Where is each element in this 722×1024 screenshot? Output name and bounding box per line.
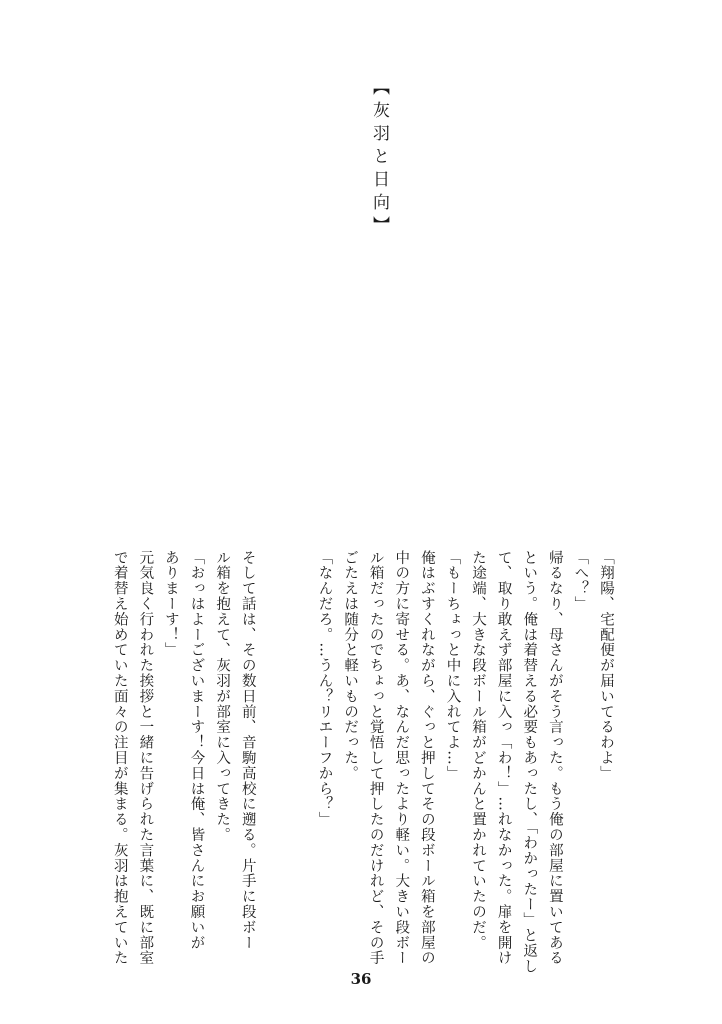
- page-number: 36: [350, 970, 372, 988]
- text-line: ル箱だったのでちょっと覚悟して押したのだけれど、その手: [367, 550, 384, 966]
- text-line: 「なんだろ。…うん？リエーフから？」: [316, 550, 333, 828]
- text-line: 元気良く行われた挨拶と一緒に告げられた言葉に、既に部室: [137, 550, 154, 966]
- blank-line: [260, 550, 286, 940]
- text-line: という。俺は着替える必要もあったし、「わかったー」と返し: [521, 550, 538, 974]
- text-line: で着替え始めていた面々の注目が集まる。灰羽は抱えていた: [111, 550, 128, 966]
- text-line: そして話は、その数日前、音駒高校に遡る。片手に段ボー: [239, 550, 256, 951]
- text-line: 「へ？」: [572, 550, 589, 612]
- text-line: 俺はぶすくれながら、ぐっと押してその段ボール箱を部屋の: [418, 550, 435, 966]
- text-line: 「翔陽、宅配便が届いてるわよ」: [598, 550, 614, 781]
- text-line: ありまーす！」: [162, 550, 179, 658]
- text-line: 「もーちょっと中に入れてよ…」: [444, 550, 461, 781]
- chapter-title: 【灰羽と日向】: [369, 78, 389, 239]
- text-line: 中の方に寄せる。あ、なんだ思ったより軽い。大きい段ボー: [393, 550, 410, 966]
- text-line: ごたえは随分と軽いものだった。: [342, 550, 359, 781]
- blank-line: [285, 550, 311, 940]
- text-line: 帰るなり、母さんがそう言った。もう俺の部屋に置いてある: [546, 550, 563, 966]
- text-line: た途端、大きな段ボール箱がどかんと置かれていたのだ。: [470, 550, 487, 951]
- text-line: て、取り敢えず部屋に入っ「わ！」…れなかった。扉を開け: [495, 550, 512, 966]
- text-line: 「おっはよーございまーす！今日は俺、皆さんにお願いが: [188, 550, 205, 951]
- text-line: ル箱を抱えて、灰羽が部室に入ってきた。: [214, 550, 231, 843]
- body-text: [106, 550, 618, 974]
